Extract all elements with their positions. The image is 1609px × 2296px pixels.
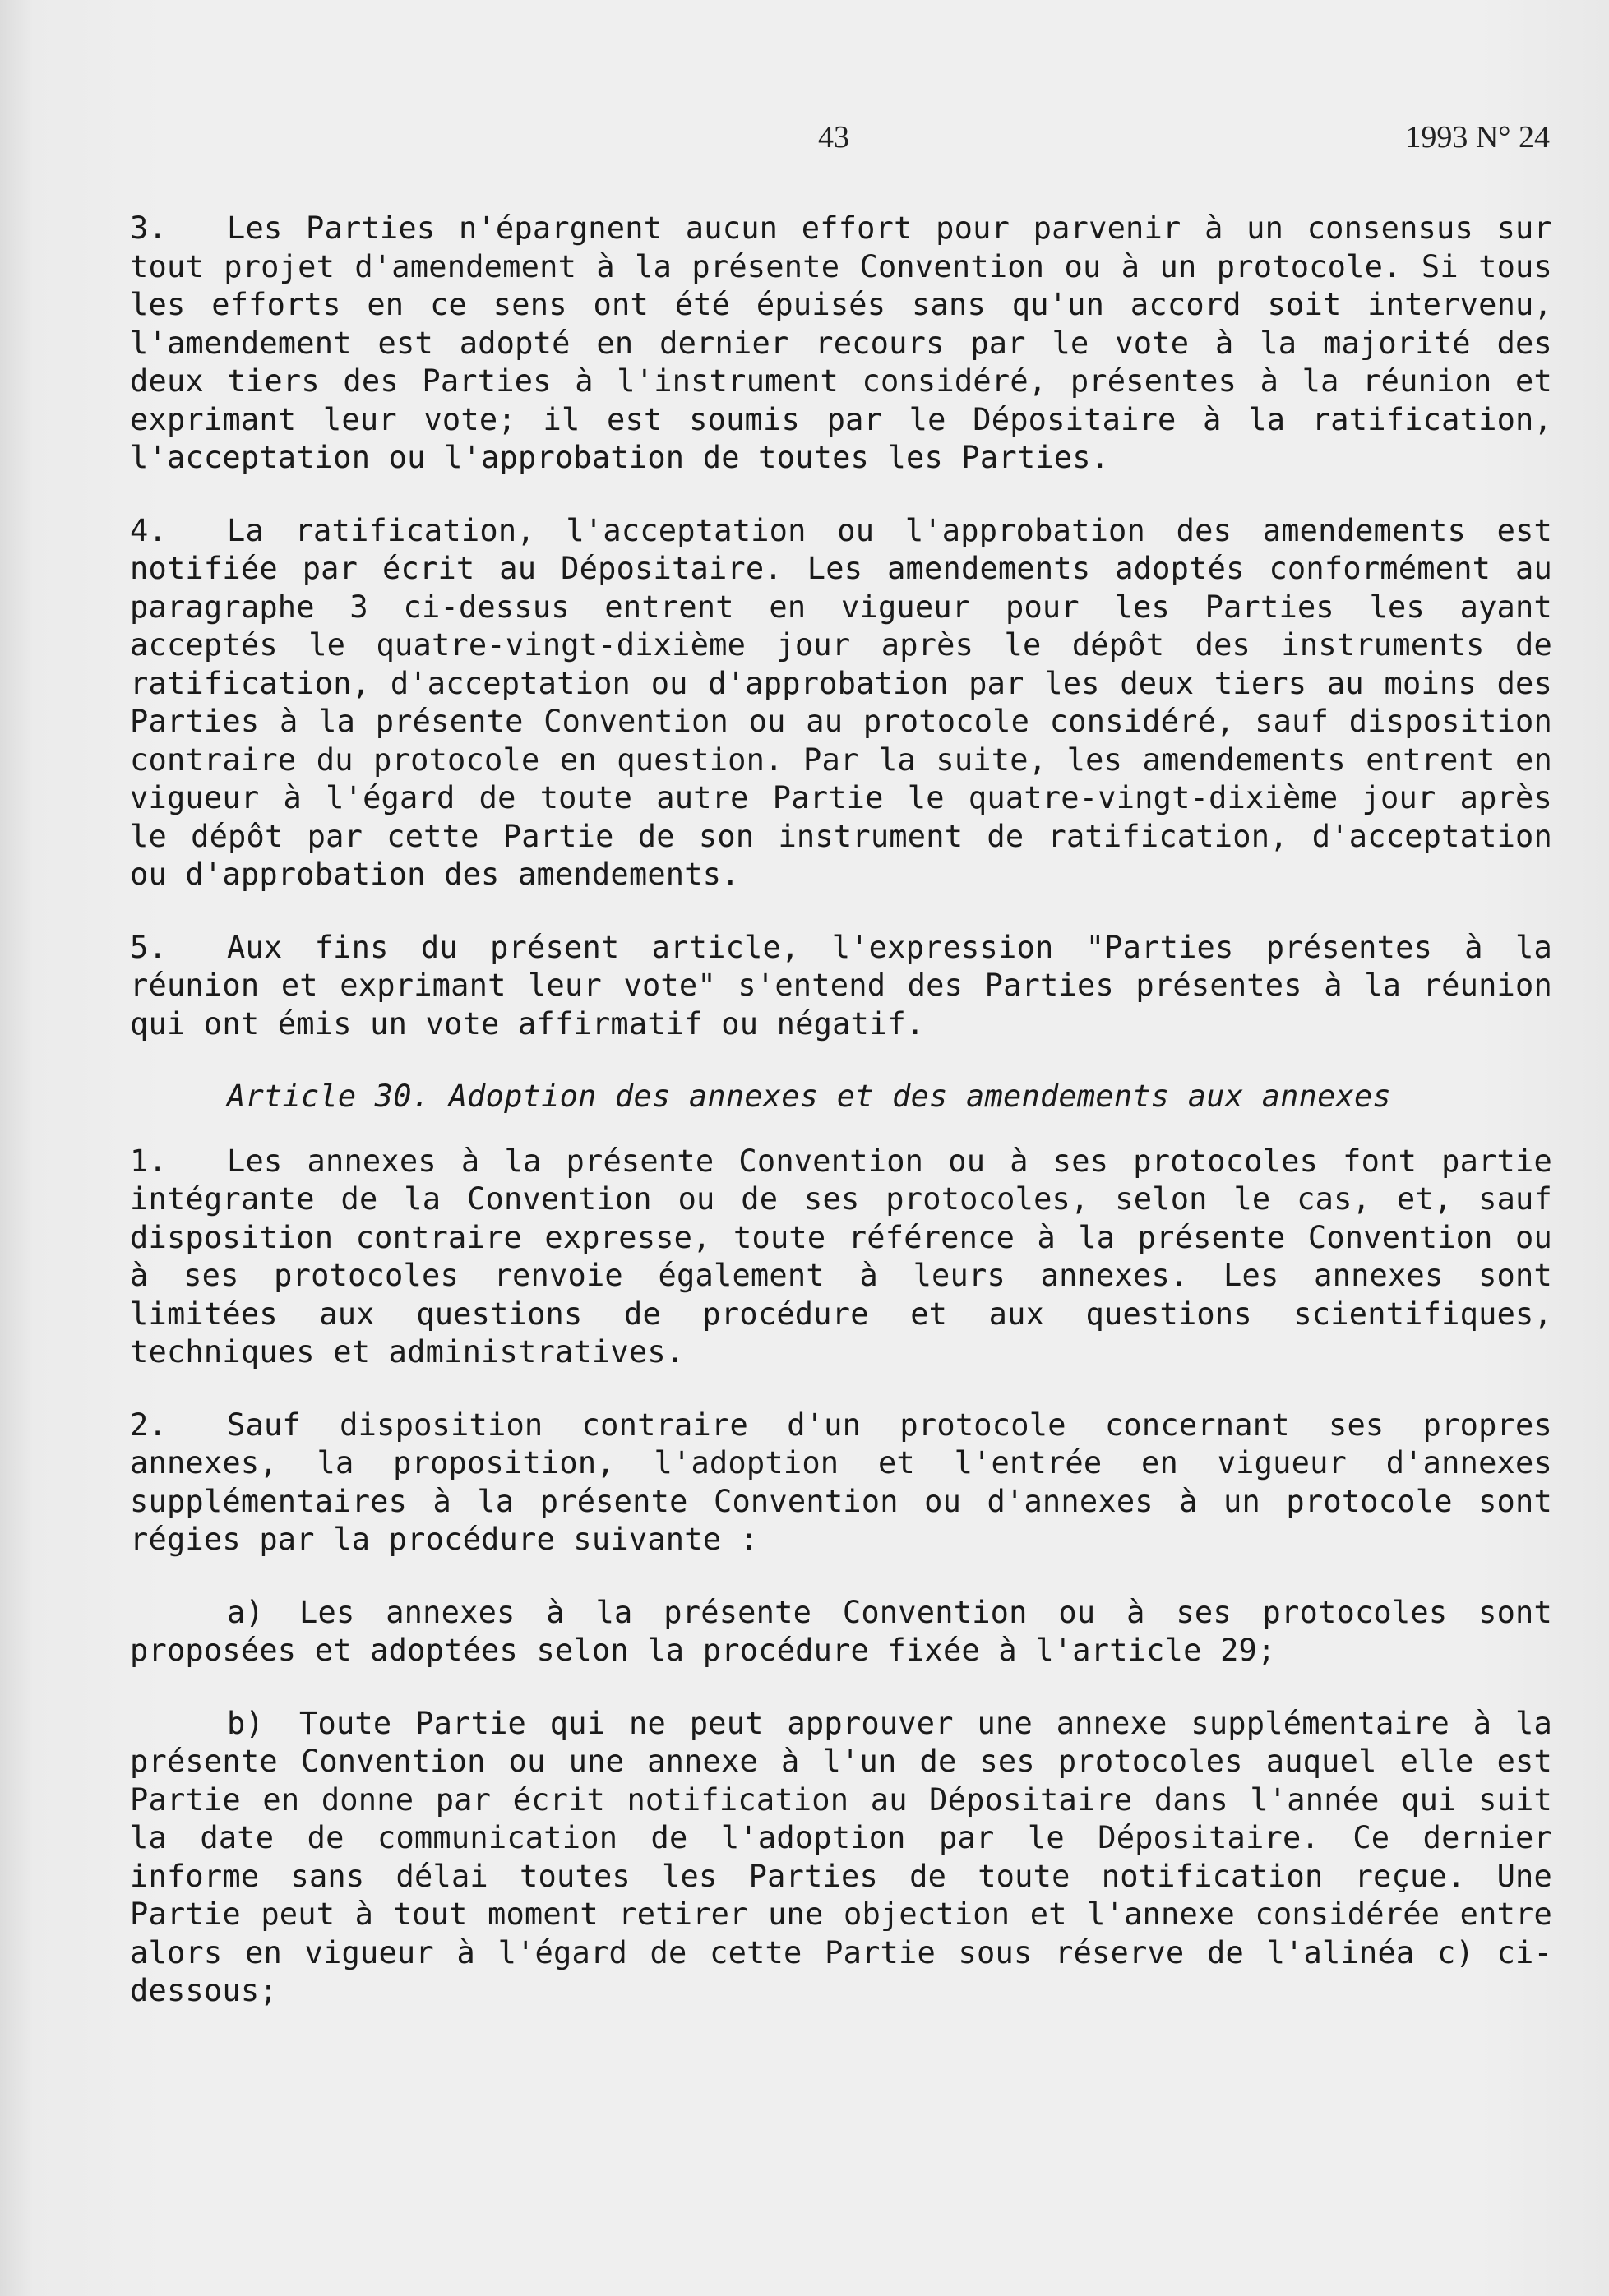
paragraph-4 [130,512,1552,894]
sub-item-a [130,1594,1552,1670]
document-reference: 1993 N° 24 [1405,120,1550,155]
paragraph-text: La ratification, l'acceptation ou l'approbation des amendements est notifiée par écrit au Dépositaire. Les amendements adoptés conformément au paragraphe 3 ci-dessus entrent en vigueur pour les Parties les ayant acceptés le quatre-vingt-dixième jour après le dépôt des instruments de ratification, d'acceptation ou d'approbation par les deux tiers au moins des Parties à la présente Convention ou au protocole considéré, sauf disposition contraire du protocole en question. Par la suite, les amendements entrent en vigueur à l'égard de toute autre Partie le quatre-vingt-dixième jour après le dépôt par cette Partie de son instrument de ratification, d'acceptation ou d'approbation des amendements. [130,512,1552,892]
paragraph-text: Aux fins du présent article, l'expression "Parties présentes à la réunion et exprimant leur vote" s'entend des Parties présentes à la réunion qui ont émis un vote affirmatif ou négatif. [130,929,1552,1042]
sub-item-label: b) [227,1705,264,1741]
article-paragraph-2 [130,1407,1552,1559]
paragraph-text: Sauf disposition contraire d'un protocole concernant ses propres annexes, la proposition, l'adoption et l'entrée en vigueur d'annexes supplémentaires à la présente Convention ou d'annexes à un protocole sont régies par la procédure suivante : [130,1407,1552,1557]
page-number: 43 [818,120,849,155]
article-heading: Article 30. Adoption des annexes et des amendements aux annexes [227,1079,1391,1114]
article-paragraph-1 [130,1143,1552,1372]
sub-item-text: Les annexes à la présente Convention ou à ses protocoles sont proposées et adoptées selon la procédure fixée à l'article 29; [130,1594,1552,1668]
document-body [130,210,1552,2045]
paragraph-number: 1. [130,1143,167,1179]
sub-item-b [130,1705,1552,2011]
paragraph-number: 2. [130,1407,167,1443]
paragraph-number: 3. [130,210,167,246]
paragraph-text: Les annexes à la présente Convention ou à ses protocoles font partie intégrante de la Convention ou de ses protocoles, selon le cas, et, sauf disposition contraire expresse, toute référence à la présente Convention ou à ses protocoles renvoie également à leurs annexes. Les annexes sont limitées aux questions de procédure et aux questions scientifiques, techniques et administratives. [130,1143,1552,1370]
paragraph-3 [130,210,1552,478]
sub-item-text: Toute Partie qui ne peut approuver une annexe supplémentaire à la présente Convention ou une annexe à l'un de ses protocoles auquel elle est Partie en donne par écrit notification au Dépositaire dans l'année qui suit la date de communication de l'adoption par le Dépositaire. Ce dernier informe sans délai toutes les Parties de toute notification reçue. Une Partie peut à tout moment retirer une objection et l'annexe considérée entre alors en vigueur à l'égard de cette Partie sous réserve de l'alinéa c) ci-dessous; [130,1705,1552,2008]
paragraph-number: 4. [130,512,167,548]
sub-item-label: a) [227,1594,264,1630]
paragraph-5 [130,929,1552,1044]
paragraph-number: 5. [130,929,167,965]
page-header [0,119,1609,169]
paragraph-text: Les Parties n'épargnent aucun effort pour parvenir à un consensus sur tout projet d'amendement à la présente Convention ou à un protocole. Si tous les efforts en ce sens ont été épuisés sans qu'un accord soit intervenu, l'amendement est adopté en dernier recours par le vote à la majorité des deux tiers des Parties à l'instrument considéré, présentes à la réunion et exprimant leur vote; il est soumis par le Dépositaire à la ratification, l'acceptation ou l'approbation de toutes les Parties. [130,210,1552,475]
